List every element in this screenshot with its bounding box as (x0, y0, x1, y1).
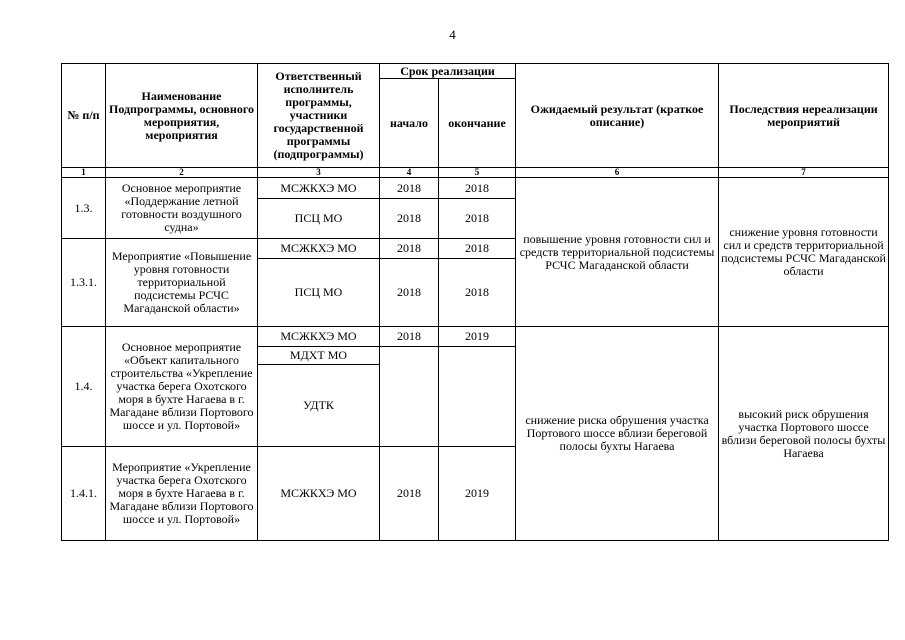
group2-result: снижение риска обрушения участка Портового шоссе вблизи береговой полосы бухты Нагаева (516, 327, 719, 541)
row-executor: ПСЦ МО (258, 259, 380, 327)
row-end: 2018 (439, 199, 516, 239)
header-consequences: Последствия нереализации мероприятий (719, 64, 889, 168)
header-period: Срок реализации (380, 64, 516, 79)
row-name: Мероприятие «Повышение уровня готовности территориальной подсистемы РСЧС Магаданской области» (106, 239, 258, 327)
column-number: 1 (62, 168, 106, 178)
column-number: 3 (258, 168, 380, 178)
page-number: 4 (449, 27, 456, 42)
row-number: 1.3.1. (62, 239, 106, 327)
row-number: 1.3. (62, 178, 106, 239)
row-executor: УДТК (258, 365, 380, 447)
row-number: 1.4.1. (62, 447, 106, 541)
row-executor: ПСЦ МО (258, 199, 380, 239)
group2-consequence: высокий риск обрушения участка Портового шоссе вблизи береговой полосы бухты Нагаева (719, 327, 889, 541)
row-start: 2018 (380, 199, 439, 239)
column-number-row (62, 168, 889, 178)
row-start: 2018 (380, 447, 439, 541)
row-number: 1.4. (62, 327, 106, 447)
group1-consequence: снижение уровня готовности сил и средств территориальной подсистемы РСЧС Магаданской области (719, 178, 889, 327)
row-end: 2018 (439, 178, 516, 199)
row-name: Основное мероприятие «Поддержание летной готовности воздушного судна» (106, 178, 258, 239)
row-executor: МДХТ МО (258, 347, 380, 365)
row-end: 2018 (439, 259, 516, 327)
row-end-empty (439, 347, 516, 447)
column-number: 7 (719, 168, 889, 178)
row-name: Основное мероприятие «Объект капитального строительства «Укрепление участка берега Охотского моря в бухте Нагаева в г. Магадане вблизи Портового шоссе и ул. Портовой» (106, 327, 258, 447)
row-name: Мероприятие «Укрепление участка берега Охотского моря в бухте Нагаева в г. Магадане вблизи Портового шоссе и ул. Портовой» (106, 447, 258, 541)
table-row (62, 178, 889, 199)
row-start: 2018 (380, 178, 439, 199)
group1-result: повышение уровня готовности сил и средств территориальной подсистемы РСЧС Магаданской области (516, 178, 719, 327)
header-number: № п/п (62, 64, 106, 168)
header-end: окончание (439, 79, 516, 168)
row-executor: МСЖКХЭ МО (258, 327, 380, 347)
row-start: 2018 (380, 327, 439, 347)
row-end: 2019 (439, 447, 516, 541)
row-start: 2018 (380, 259, 439, 327)
row-executor: МСЖКХЭ МО (258, 447, 380, 541)
row-executor: МСЖКХЭ МО (258, 178, 380, 199)
column-number: 2 (106, 168, 258, 178)
column-number: 5 (439, 168, 516, 178)
row-start-empty (380, 347, 439, 447)
column-number: 6 (516, 168, 719, 178)
column-number: 4 (380, 168, 439, 178)
table-row (62, 327, 889, 347)
row-end: 2019 (439, 327, 516, 347)
activities-table (61, 63, 889, 541)
header-responsible: Ответственный исполнитель программы, участники государственной программы (подпрограммы) (258, 64, 380, 168)
header-start: начало (380, 79, 439, 168)
row-end: 2018 (439, 239, 516, 259)
row-start: 2018 (380, 239, 439, 259)
header-result: Ожидаемый результат (краткое описание) (516, 64, 719, 168)
header-name: Наименование Подпрограммы, основного мероприятия, мероприятия (106, 64, 258, 168)
row-executor: МСЖКХЭ МО (258, 239, 380, 259)
